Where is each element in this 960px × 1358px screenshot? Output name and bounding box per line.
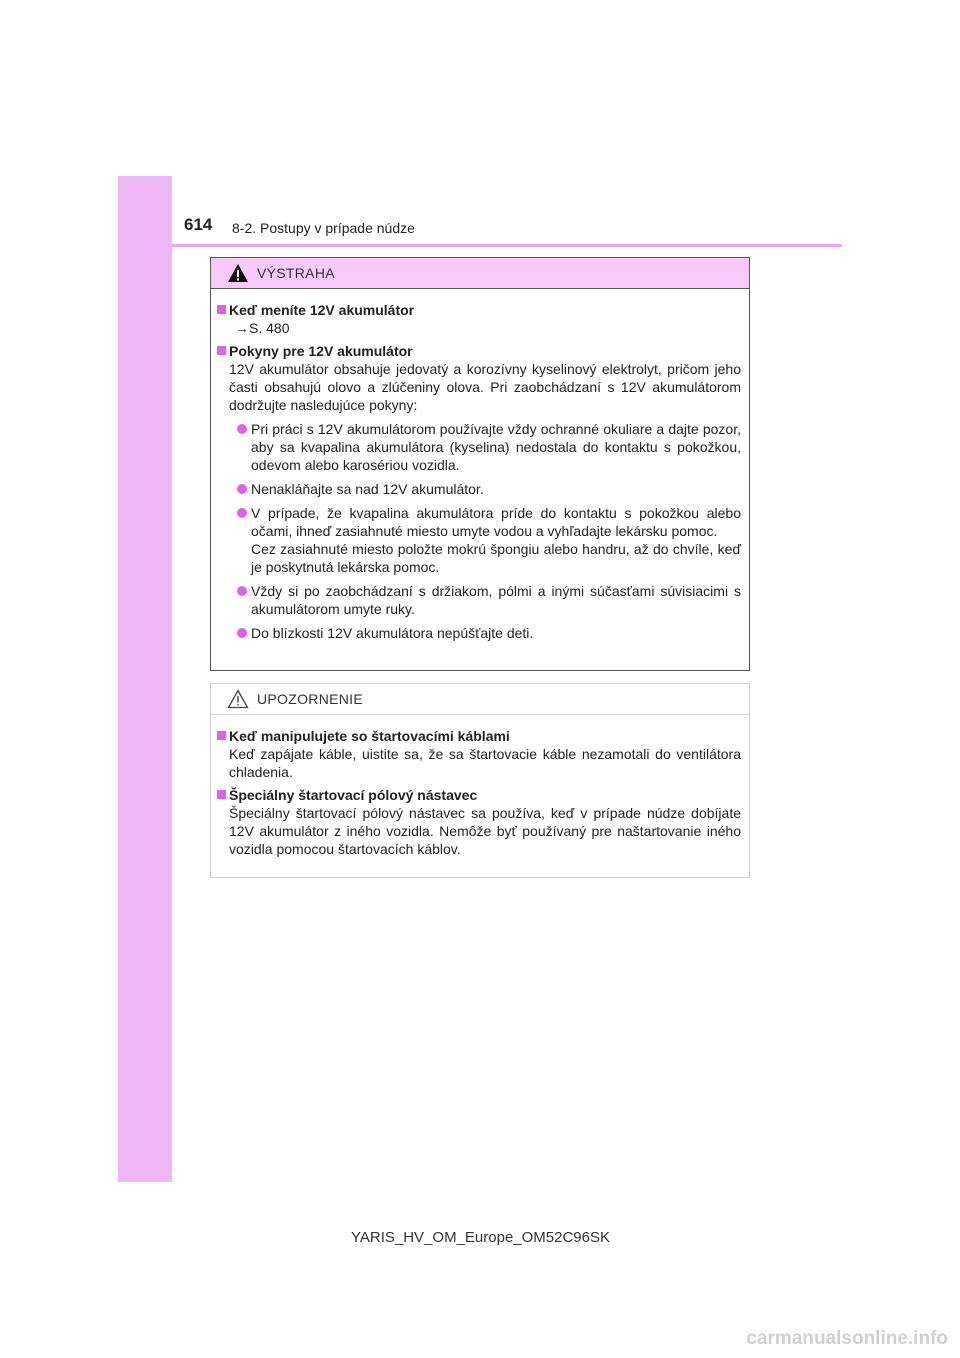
square-bullet-icon: [217, 731, 226, 740]
notice-box-header: [211, 684, 749, 715]
warning-item-battery-precautions: [217, 342, 741, 642]
chapter-sidebar-tab: [118, 176, 172, 1182]
warning-box-body: [211, 289, 749, 642]
list-item: Pri práci s 12V akumulátorom používajte vždy ochranné okuliare a dajte pozor, aby sa kvapalina akumulátora (kyselina) nedostala do kontaktu s pokožkou, odevom alebo karosériou vozidla.: [229, 420, 741, 474]
list-item: Do blízkosti 12V akumulátora nepúšťajte deti.: [229, 624, 741, 642]
caution-triangle-outline-icon: [227, 689, 249, 709]
footer-doc-code: YARIS_HV_OM_Europe_OM52C96SK: [350, 1229, 610, 1246]
list-item: Vždy si po zaobchádzaní s držiakom, pólmi a inými súčasťami súvisiacimi s akumulátorom umyte ruky.: [229, 582, 741, 618]
notice-box: [210, 683, 750, 878]
list-item: Nenakláňajte sa nad 12V akumulátor.: [229, 480, 741, 498]
item-title: Keď manipulujete so štartovacími káblami: [229, 728, 510, 744]
item-title: Pokyny pre 12V akumulátor: [229, 343, 413, 359]
section-title: 8-2. Postupy v prípade núdze: [232, 220, 415, 236]
notice-box-body: [211, 715, 749, 858]
round-bullet-icon: [237, 508, 247, 518]
square-bullet-icon: [217, 790, 226, 799]
square-bullet-icon: [217, 346, 226, 355]
item-text: Keď zapájate káble, uistite sa, že sa štartovacie káble nezamotali do ventilátora chladenia.: [229, 746, 741, 780]
watermark: carmanualsonline.info: [746, 1328, 948, 1349]
warning-box-header: [211, 258, 749, 289]
square-bullet-icon: [217, 305, 226, 314]
item-text: 12V akumulátor obsahuje jedovatý a korozívny kyselinový elektrolyt, pričom jeho časti obsahujú olovo a zlúčeniny olova. Pri zaobchádzaní s 12V akumulátorom dodržujte nasledujúce pokyny:: [229, 361, 741, 413]
warning-box: [210, 257, 750, 671]
page-reference: →S. 480: [235, 320, 290, 336]
item-title: Špeciálny štartovací pólový nástavec: [229, 787, 478, 803]
notice-item-jumper-cables: [217, 727, 741, 781]
round-bullet-icon: [237, 424, 247, 434]
round-bullet-icon: [237, 586, 247, 596]
list-item: V prípade, že kvapalina akumulátora príde do kontaktu s pokožkou alebo očami, ihneď zasiahnuté miesto umyte vodou a vyhľadajte lekársku pomoc. Cez zasiahnuté miesto položte mokrú špongiu alebo handru, až do chvíle, keď je poskytnutá lekárska pomoc.: [229, 504, 741, 576]
warning-triangle-icon: [227, 263, 249, 283]
warning-item-battery-replace: [217, 301, 741, 337]
page-number: 614: [184, 215, 213, 234]
warning-box-title: VÝSTRAHA: [257, 265, 335, 281]
round-bullet-icon: [237, 628, 247, 638]
round-bullet-icon: [237, 484, 247, 494]
notice-item-jump-terminal: [217, 786, 741, 858]
notice-box-title: UPOZORNENIE: [257, 691, 363, 707]
item-text: Špeciálny štartovací pólový nástavec sa používa, keď v prípade núdze dobíjate 12V akumulátor z iného vozidla. Nemôže byť používaný pre naštartovanie iného vozidla pomocou štartovacích káblov.: [229, 805, 741, 857]
item-title: Keď meníte 12V akumulátor: [229, 302, 415, 318]
header-divider: [172, 244, 842, 247]
